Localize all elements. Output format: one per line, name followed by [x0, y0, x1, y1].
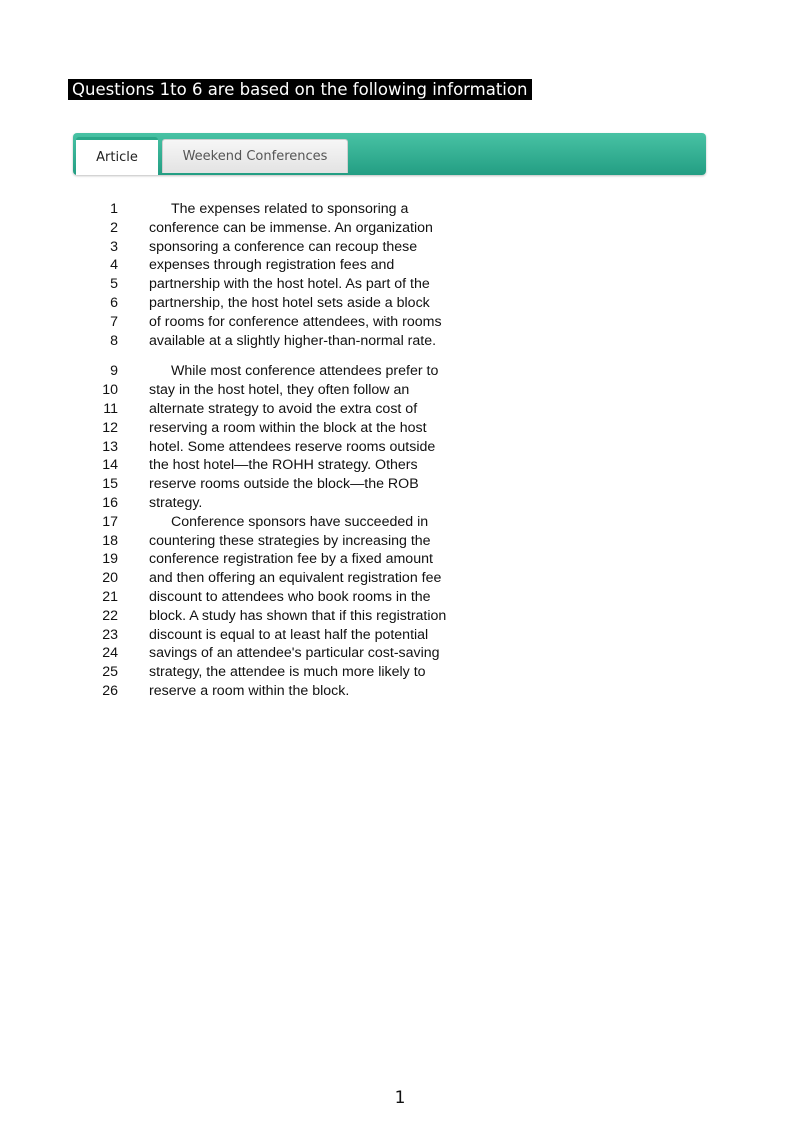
line-text: reserve rooms outside the block—the ROB — [149, 476, 419, 493]
passage-line — [0, 438, 800, 457]
passage-line — [0, 532, 800, 551]
line-text: While most conference attendees prefer to — [171, 363, 439, 380]
passage-line — [0, 456, 800, 475]
page-number: 1 — [394, 1088, 406, 1108]
line-text: conference can be immense. An organization — [149, 219, 433, 236]
line-text: discount is equal to at least half the potential — [149, 626, 429, 643]
line-text: alternate strategy to avoid the extra cost of — [149, 400, 418, 417]
passage-line — [0, 607, 800, 626]
line-number: 25 — [102, 664, 118, 681]
tab-article[interactable]: Article — [76, 137, 158, 175]
line-number: 22 — [102, 607, 118, 624]
passage-line — [0, 219, 800, 238]
line-number: 17 — [102, 513, 118, 530]
article-passage — [0, 200, 800, 701]
line-text: of rooms for conference attendees, with rooms — [149, 313, 442, 330]
passage-line — [0, 294, 800, 313]
passage-line — [0, 513, 800, 532]
line-text: savings of an attendee's particular cost-saving — [149, 645, 440, 662]
line-number: 11 — [103, 400, 118, 417]
line-text: The expenses related to sponsoring a — [171, 201, 409, 217]
line-number: 24 — [102, 645, 118, 662]
line-text: stay in the host hotel, they often follow an — [149, 382, 410, 399]
paragraph-gap — [0, 350, 800, 362]
line-number: 7 — [110, 313, 118, 330]
line-text: partnership with the host hotel. As part of the — [149, 276, 430, 293]
passage-line — [0, 200, 800, 219]
line-text: sponsoring a conference can recoup these — [149, 238, 418, 255]
passage-line — [0, 588, 800, 607]
line-number: 26 — [102, 682, 118, 699]
line-text: Conference sponsors have succeeded in — [171, 513, 429, 530]
line-number: 23 — [102, 626, 118, 643]
tab-weekend-conferences[interactable]: Weekend Conferences — [162, 139, 348, 173]
line-number: 18 — [102, 532, 118, 549]
instructions-banner: Questions 1to 6 are based on the following information — [68, 79, 532, 100]
line-number: 14 — [102, 457, 118, 474]
line-number: 6 — [110, 294, 118, 311]
passage-line — [0, 626, 800, 645]
line-number: 12 — [102, 419, 118, 436]
line-number: 13 — [102, 438, 118, 455]
passage-line — [0, 238, 800, 257]
line-number: 16 — [102, 494, 118, 511]
passage-line — [0, 381, 800, 400]
line-number: 15 — [102, 476, 118, 493]
line-number: 3 — [110, 238, 118, 255]
line-number: 9 — [110, 363, 118, 380]
line-number: 10 — [102, 382, 118, 399]
passage-line — [0, 400, 800, 419]
passage-line — [0, 362, 800, 381]
line-number: 21 — [102, 588, 118, 605]
passage-line — [0, 313, 800, 332]
line-text: reserve a room within the block. — [149, 682, 350, 699]
passage-line — [0, 256, 800, 275]
passage-line — [0, 569, 800, 588]
line-number: 8 — [110, 332, 118, 349]
line-number: 1 — [110, 201, 118, 217]
line-text: and then offering an equivalent registration fee — [149, 570, 442, 587]
line-number: 2 — [110, 219, 118, 236]
line-text: strategy. — [149, 494, 203, 511]
line-text: partnership, the host hotel sets aside a block — [149, 294, 430, 311]
passage-line — [0, 663, 800, 682]
line-text: available at a slightly higher-than-normal rate. — [149, 332, 437, 349]
passage-line — [0, 419, 800, 438]
line-number: 5 — [110, 276, 118, 293]
line-text: hotel. Some attendees reserve rooms outside — [149, 438, 436, 455]
line-text: the host hotel—the ROHH strategy. Others — [149, 457, 418, 474]
line-number: 19 — [102, 551, 118, 568]
passage-line — [0, 494, 800, 513]
passage-line — [0, 475, 800, 494]
passage-line — [0, 550, 800, 569]
passage-line — [0, 682, 800, 701]
line-text: discount to attendees who book rooms in the — [149, 588, 431, 605]
tab-bar — [73, 133, 706, 175]
passage-line — [0, 644, 800, 663]
passage-line — [0, 275, 800, 294]
line-text: strategy, the attendee is much more likely to — [149, 664, 426, 681]
line-number: 4 — [110, 257, 118, 274]
line-text: conference registration fee by a fixed amount — [149, 551, 433, 568]
line-number: 20 — [102, 570, 118, 587]
line-text: countering these strategies by increasing the — [149, 532, 431, 549]
line-text: block. A study has shown that if this registration — [149, 607, 447, 624]
line-text: reserving a room within the block at the host — [149, 419, 427, 436]
line-text: expenses through registration fees and — [149, 257, 395, 274]
passage-line — [0, 332, 800, 351]
